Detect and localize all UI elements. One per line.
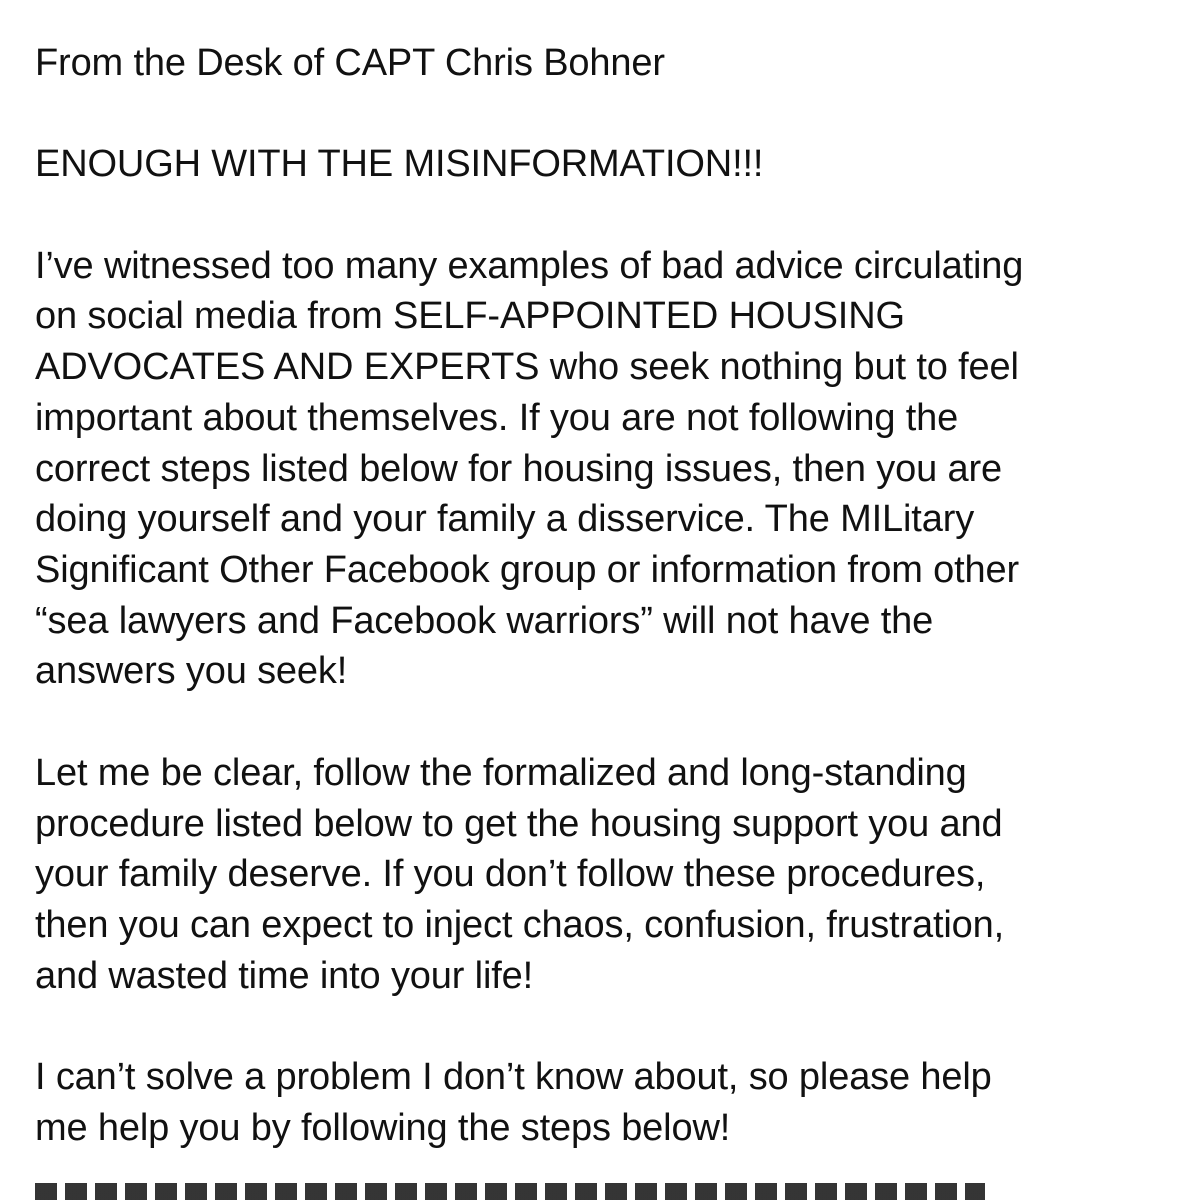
paragraph-1-line: I’ve witnessed too many examples of bad advice circulating bbox=[35, 244, 1024, 287]
paragraph-1-line: ADVOCATES AND EXPERTS who seek nothing but to feel bbox=[35, 346, 1019, 389]
note-header: From the Desk of CAPT Chris Bohner bbox=[35, 42, 665, 84]
paragraph-1-line: answers you seek! bbox=[35, 650, 348, 693]
paragraph-1-line: correct steps listed below for housing issues, then you are bbox=[35, 447, 1002, 490]
paragraph-2-line: Let me be clear, follow the formalized and long-standing bbox=[35, 751, 967, 794]
paragraph-1-line: “sea lawyers and Facebook warriors” will not have the bbox=[35, 599, 934, 642]
cut-off-text-line bbox=[35, 1183, 985, 1200]
paragraph-1-line: doing yourself and your family a disservice. The MILitary bbox=[35, 498, 975, 541]
paragraph-2-line: procedure listed below to get the housing support you and bbox=[35, 802, 1003, 845]
paragraph-1-line: important about themselves. If you are not following the bbox=[35, 396, 959, 439]
paragraph-1-line: Significant Other Facebook group or information from other bbox=[35, 549, 1020, 591]
blank-line bbox=[35, 89, 1185, 140]
paragraph-2-line: then you can expect to inject chaos, confusion, frustration, bbox=[35, 903, 1005, 946]
blank-line bbox=[35, 190, 1185, 241]
note-body bbox=[35, 38, 1185, 1153]
note-headline: ENOUGH WITH THE MISINFORMATION!!! bbox=[35, 143, 764, 186]
cut-off-text-glyphs bbox=[35, 1183, 985, 1200]
paragraph-2-line: your family deserve. If you don’t follow these procedures, bbox=[35, 853, 986, 896]
paragraph-1-line: on social media from SELF-APPOINTED HOUSING bbox=[35, 295, 905, 338]
paragraph-3-line: I can’t solve a problem I don’t know about, so please help bbox=[35, 1056, 992, 1098]
blank-line bbox=[35, 697, 1185, 748]
blank-line bbox=[35, 1001, 1185, 1052]
paragraph-3-line: me help you by following the steps below! bbox=[35, 1106, 731, 1149]
paragraph-2-line: and wasted time into your life! bbox=[35, 954, 534, 997]
